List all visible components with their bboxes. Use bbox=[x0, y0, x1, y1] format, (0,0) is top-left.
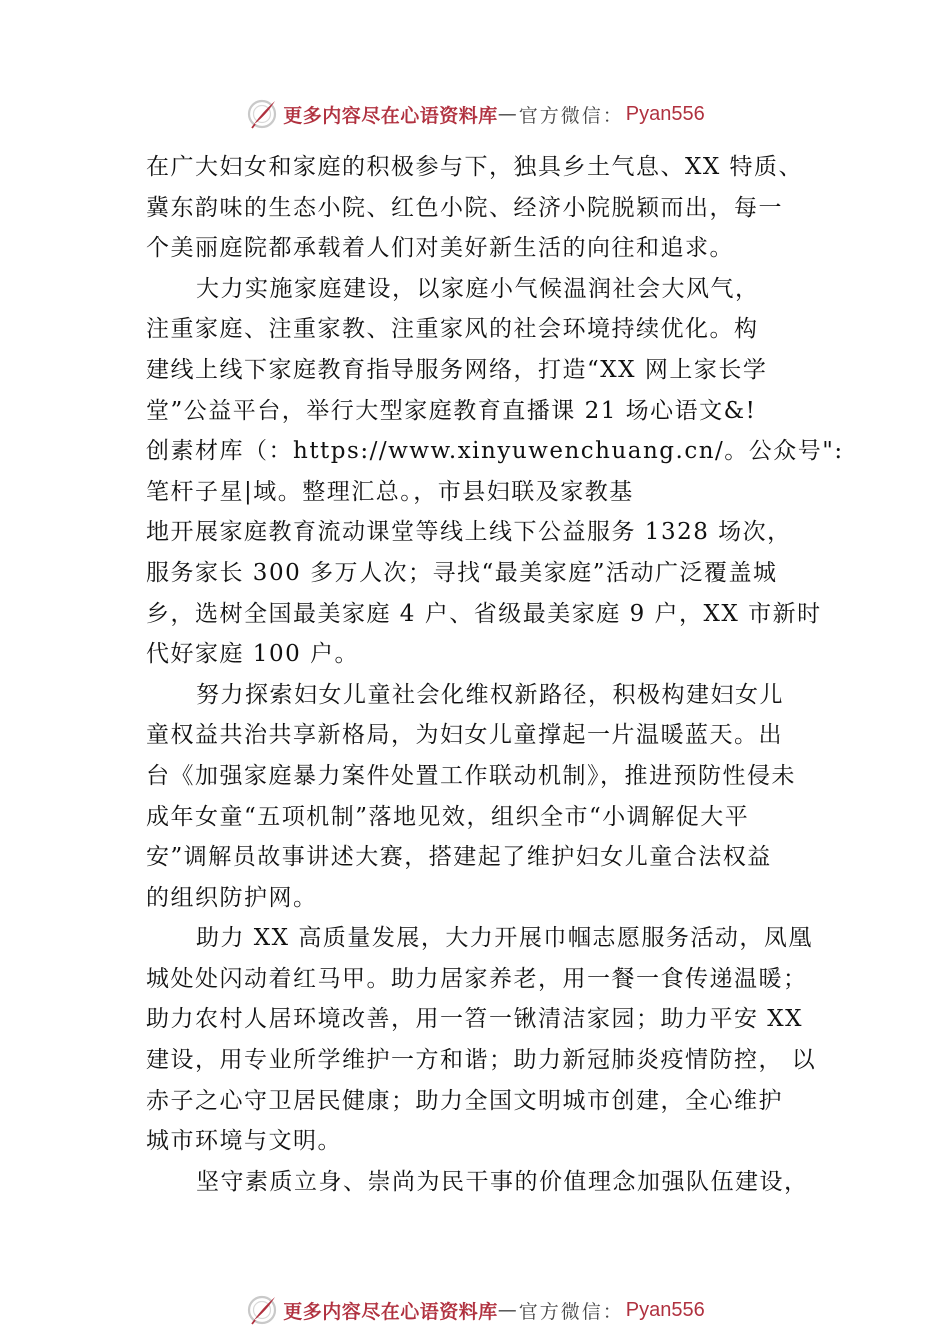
text-line: 笔杆子星|域。整理汇总。，市县妇联及家教基 bbox=[146, 478, 634, 505]
text-line: 服务家长 300 多万人次；寻找“最美家庭”活动广泛覆盖城 bbox=[146, 559, 778, 586]
text-line: 创素材库（：https://www.xinyuwenchuang.cn/。公众号": bbox=[146, 438, 844, 465]
library-slogan: 更多内容尽在心语资料库 bbox=[283, 1300, 498, 1323]
text-line: 城市环境与文明。 bbox=[146, 1128, 342, 1155]
text-line: 冀东韵味的生态小院、红色小院、经济小院脱颖而出，每一 bbox=[146, 194, 783, 221]
text-line: 代好家庭 100 户。 bbox=[146, 641, 360, 668]
footer-banner bbox=[0, 1290, 950, 1330]
text-line: 堂”公益平台，举行大型家庭教育直播课 21 场心语文&! bbox=[146, 397, 757, 424]
text-line: 童权益共治共享新格局，为妇女儿童撑起一片温暖蓝天。出 bbox=[146, 722, 783, 749]
text-line: 努力探索妇女儿童社会化维权新路径，积极构建妇女儿 bbox=[196, 681, 784, 708]
text-line: 乡，选树全国最美家庭 4 户、省级最美家庭 9 户，XX 市新时 bbox=[146, 600, 822, 627]
text-line: 建设，用专业所学维护一方和谐；助力新冠肺炎疫情防控， 以 bbox=[146, 1047, 817, 1074]
wechat-label: 官方微信： bbox=[518, 1300, 624, 1323]
text-line: 大力实施家庭建设，以家庭小气候温润社会大风气， bbox=[196, 275, 760, 302]
text-line: 台《加强家庭暴力案件处置工作联动机制》，推进预防性侵未 bbox=[146, 762, 796, 789]
paragraph bbox=[146, 147, 826, 269]
text-line: 城处处闪动着红马甲。助力居家养老，用一餐一食传递温暖； bbox=[146, 965, 808, 992]
text-line: 的组织防护网。 bbox=[146, 884, 318, 911]
paragraph bbox=[146, 1162, 826, 1203]
banner-dash: — bbox=[497, 103, 519, 125]
paragraph bbox=[146, 918, 826, 1162]
feather-pen-logo-icon bbox=[245, 1293, 279, 1327]
wechat-id: Pyan556 bbox=[625, 1298, 705, 1321]
text-line: 坚守素质立身、崇尚为民干事的价值理念加强队伍建设， bbox=[196, 1168, 809, 1195]
wechat-label: 官方微信： bbox=[518, 104, 624, 127]
text-line: 个美丽庭院都承载着人们对美好新生活的向往和追求。 bbox=[146, 235, 734, 262]
text-line: 赤子之心守卫居民健康；助力全国文明城市创建，全心维护 bbox=[146, 1087, 783, 1114]
text-line: 建线上线下家庭教育指导服务网络，打造“XX 网上家长学 bbox=[146, 356, 768, 383]
text-line: 助力农村人居环境改善，用一笤一锹清洁家园；助力平安 XX bbox=[146, 1006, 804, 1033]
text-line: 注重家庭、注重家教、注重家风的社会环境持续优化。构 bbox=[146, 316, 759, 343]
feather-pen-logo-icon bbox=[245, 97, 279, 131]
text-line: 成年女童“五项机制”落地见效，组织全市“小调解促大平 bbox=[146, 803, 750, 830]
paragraph bbox=[146, 269, 844, 675]
banner-dash: — bbox=[497, 1299, 519, 1321]
text-line: 在广大妇女和家庭的积极参与下，独具乡土气息、XX 特质、 bbox=[146, 154, 804, 180]
library-slogan: 更多内容尽在心语资料库 bbox=[283, 104, 498, 127]
paragraph bbox=[146, 675, 826, 919]
header-banner bbox=[0, 94, 950, 134]
document-body bbox=[146, 147, 844, 1202]
text-line: 地开展家庭教育流动课堂等线上线下公益服务 1328 场次， bbox=[146, 519, 792, 546]
text-line: 安”调解员故事讲述大赛，搭建起了维护妇女儿童合法权益 bbox=[146, 844, 772, 871]
wechat-id: Pyan556 bbox=[625, 102, 705, 125]
text-line: 助力 XX 高质量发展，大力开展巾帼志愿服务活动，凤凰 bbox=[196, 925, 813, 952]
